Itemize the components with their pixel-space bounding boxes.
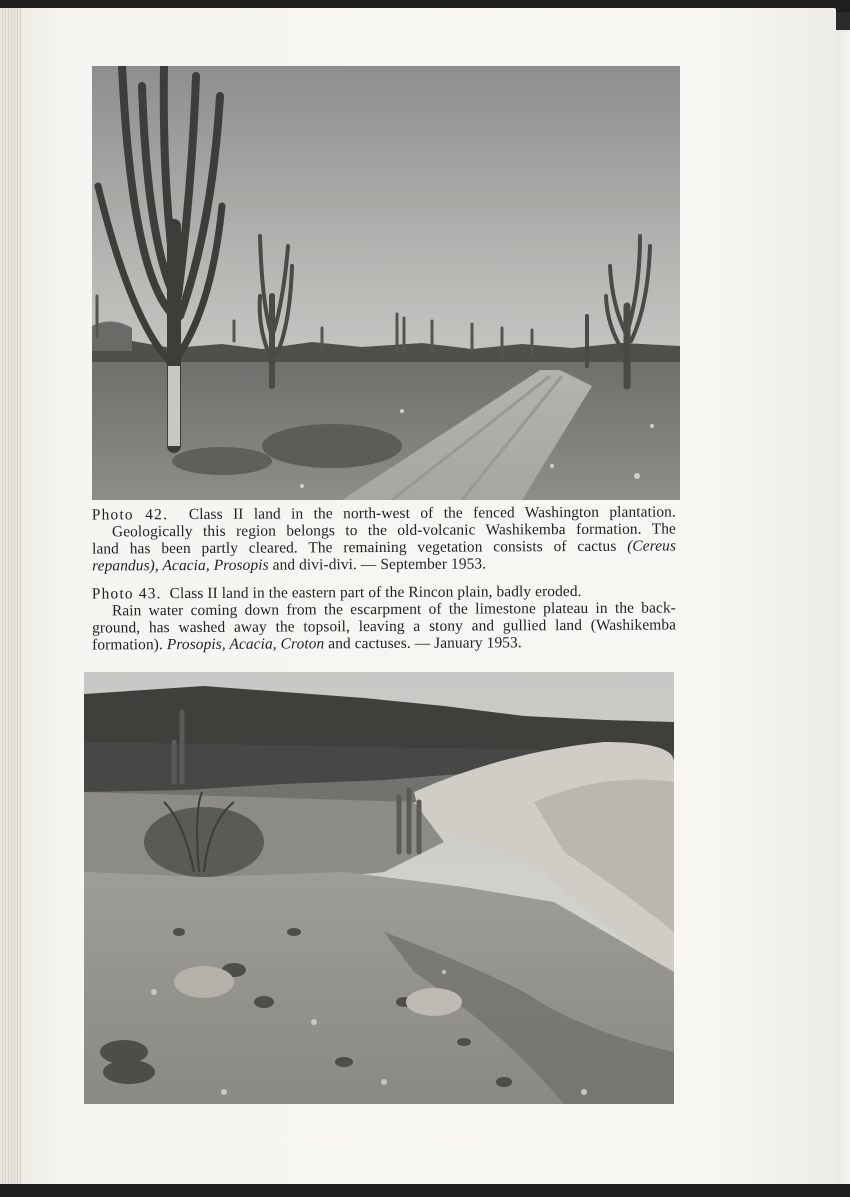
caption-43-text-3: ground, has washed away the topsoil, leaving a stony and gullied land (Washikemba	[92, 616, 677, 637]
caption-43-text-2: Rain water coming down from the escarpment of the limestone plateau in the back-	[111, 599, 676, 620]
scan-edge-bottom	[0, 1184, 850, 1197]
caption-43-species: Prosopis, Acacia, Croton	[166, 635, 325, 654]
caption-42-text-3a: land has been partly cleared. The remaining vegetation consists of cactus	[92, 537, 628, 558]
caption-42-line-3	[92, 537, 676, 557]
caption-42-text-2: Geologically this region belongs to the old-volcanic Washikemba formation. The	[111, 520, 676, 541]
caption-43-line-3	[92, 616, 676, 636]
photo-42-label: Photo 42.	[91, 506, 169, 524]
caption-43-line-4	[92, 633, 676, 653]
photo-42-caption	[92, 503, 676, 574]
caption-43-text-1: Class II land in the eastern part of the Rincon plain, badly eroded.	[169, 582, 582, 603]
caption-43-text-4c: and cactuses. — January 1953.	[324, 634, 522, 653]
photo-42-cactus-landscape	[92, 66, 680, 500]
photo-43-eroded-land	[84, 672, 674, 1104]
caption-43-text-4a: formation).	[92, 636, 167, 654]
caption-42-species-1: (Cereus	[627, 537, 677, 555]
caption-42-species-2: repandus), Acacia, Prosopis	[92, 556, 269, 575]
caption-42-text-4: and divi-divi. — September 1953.	[268, 555, 487, 574]
caption-42-text-1: Class II land in the north-west of the fenced Washington plantation.	[188, 503, 676, 524]
photo-43-label: Photo 43.	[91, 585, 162, 603]
photo-43-caption	[92, 582, 676, 653]
caption-42-line-4	[92, 554, 676, 574]
